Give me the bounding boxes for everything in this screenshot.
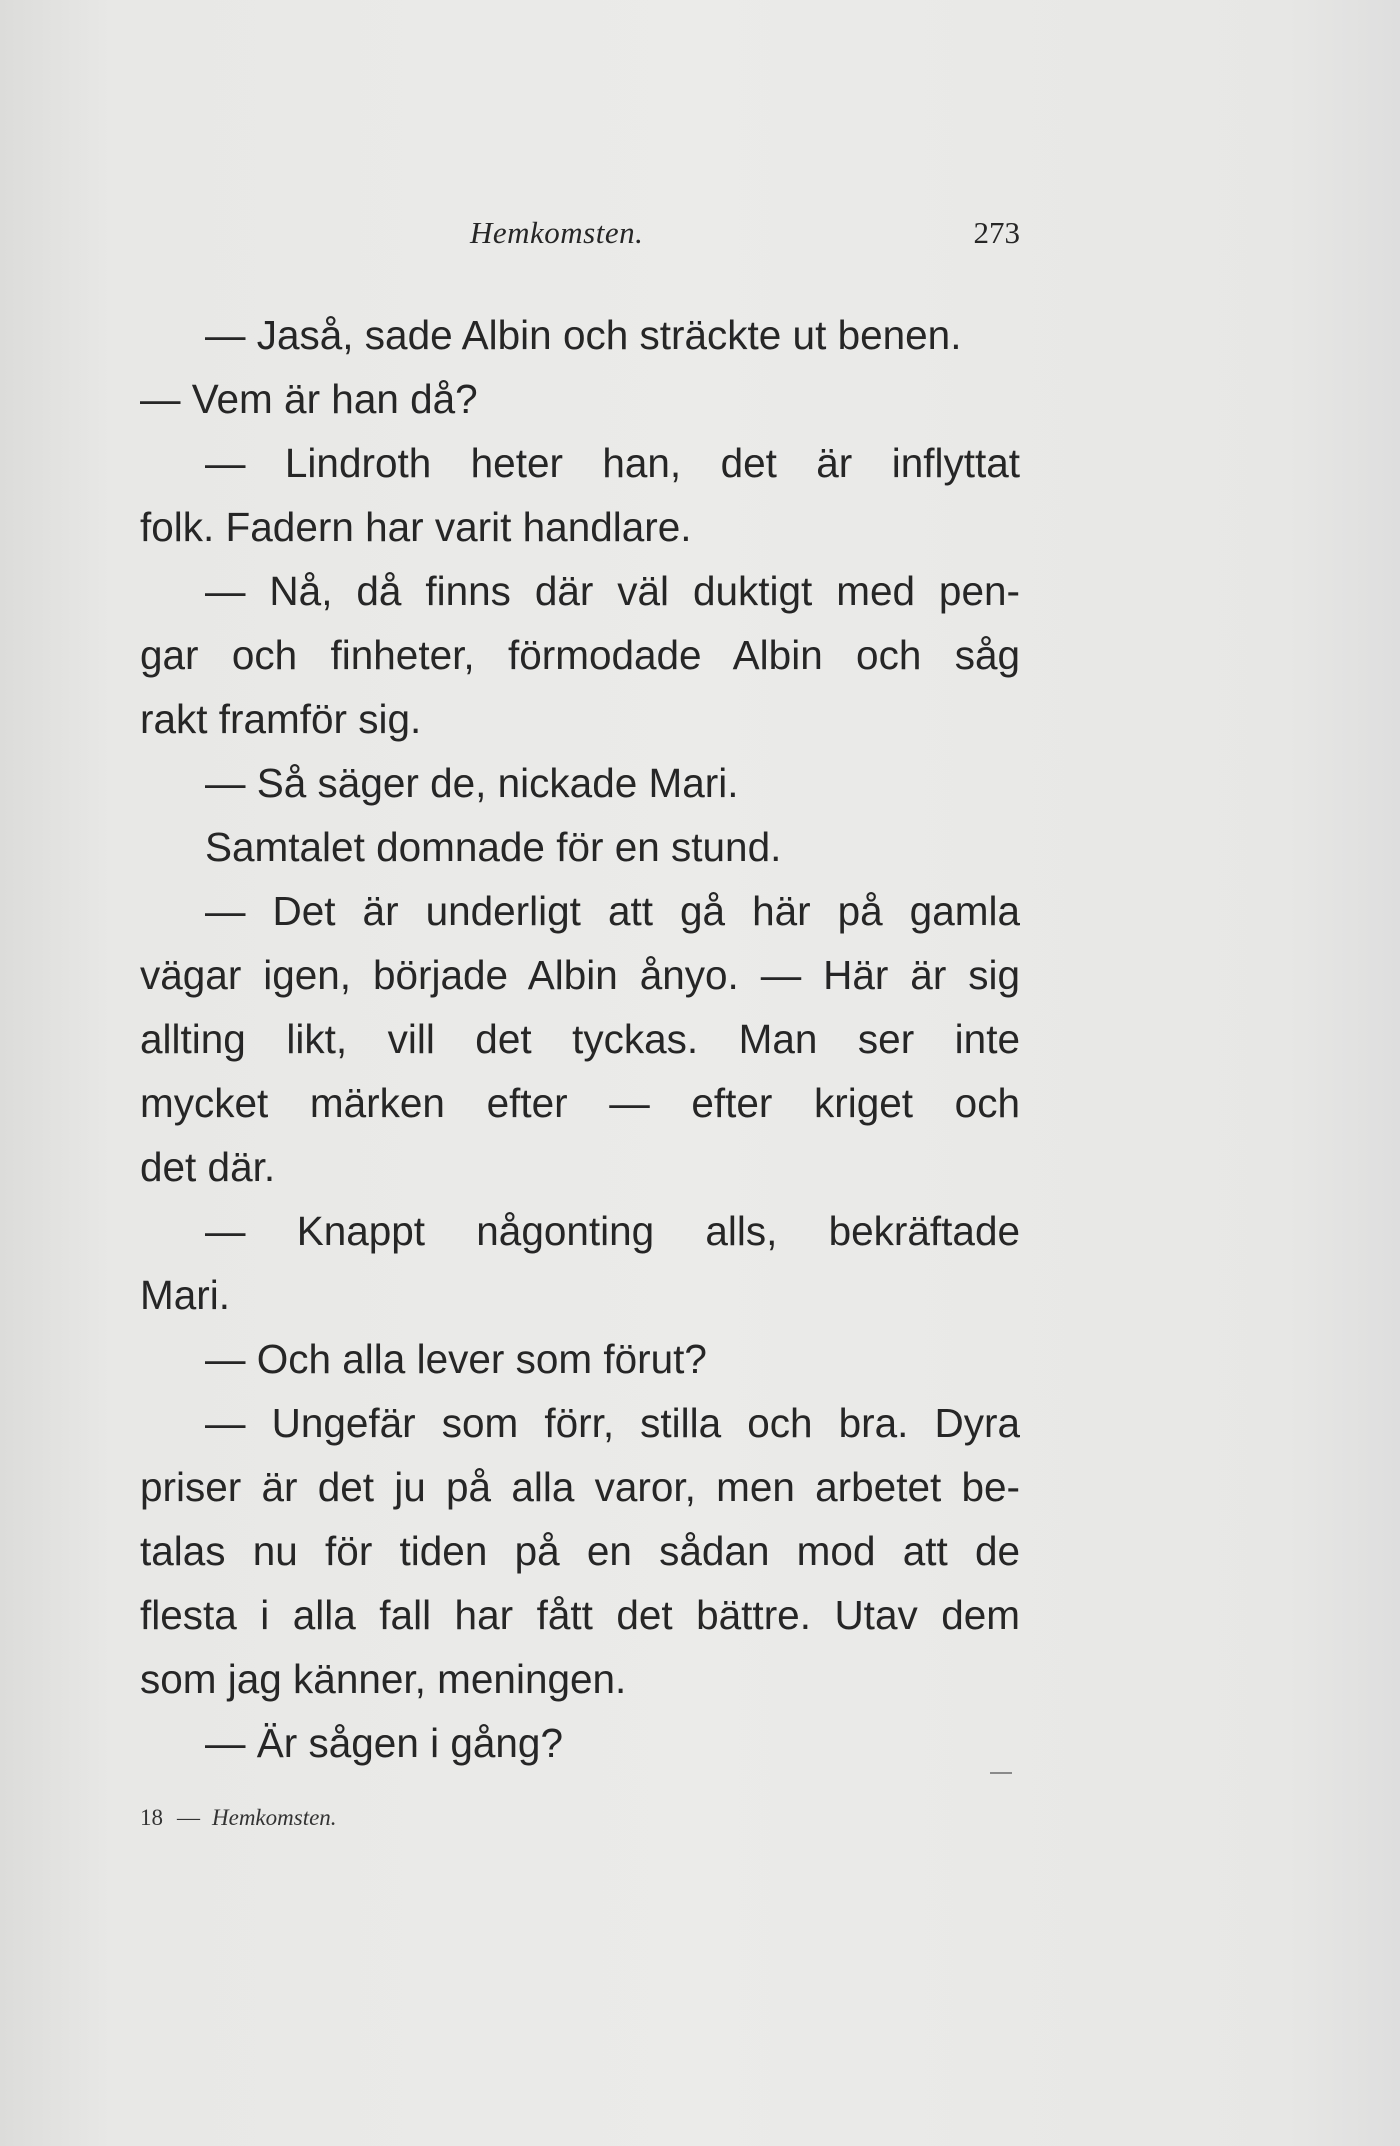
page-number: 273 <box>973 215 1020 250</box>
body-text <box>140 303 1020 1775</box>
text-line: gar och finheter, förmodade Albin och såg <box>140 632 1020 678</box>
signature-mark: 18 <box>140 1805 163 1830</box>
text-line: — Knappt någonting alls, bekräftade <box>205 1208 1020 1254</box>
text-line: priser är det ju på alla varor, men arbetet be- <box>140 1464 1020 1510</box>
text-line: — Det är underligt att gå här på gamla <box>205 888 1020 934</box>
text-line: — Vem är han då? <box>140 376 478 422</box>
text-line: folk. Fadern har varit handlare. <box>140 504 692 550</box>
text-line: som jag känner, meningen. <box>140 1656 627 1702</box>
catchword-rule <box>990 1772 1012 1774</box>
text-line: allting likt, vill det tyckas. Man ser inte <box>140 1016 1020 1062</box>
running-title: Hemkomsten. <box>470 215 644 250</box>
text-line: — Jaså, sade Albin och sträckte ut benen. <box>205 312 962 358</box>
text-line: — Nå, då finns där väl duktigt med pen- <box>205 568 1020 614</box>
signature-title: Hemkomsten. <box>212 1805 337 1830</box>
text-line: Mari. <box>140 1272 230 1318</box>
text-line: vägar igen, började Albin ånyo. — Här är sig <box>140 952 1020 998</box>
text-line: — Och alla lever som förut? <box>205 1336 707 1382</box>
text-line: flesta i alla fall har fått det bättre. Utav dem <box>140 1592 1020 1638</box>
text-line: rakt framför sig. <box>140 696 422 742</box>
text-line: det där. <box>140 1144 276 1190</box>
signature-dash: — <box>177 1805 200 1830</box>
text-line: talas nu för tiden på en sådan mod att de <box>140 1528 1020 1574</box>
text-line: Samtalet domnade för en stund. <box>205 824 782 870</box>
running-head <box>140 215 1020 265</box>
text-line: — Så säger de, nickade Mari. <box>205 760 739 806</box>
text-line: mycket märken efter — efter kriget och <box>140 1080 1020 1126</box>
text-line: — Ungefär som förr, stilla och bra. Dyra <box>205 1400 1020 1446</box>
text-line: — Lindroth heter han, det är inflyttat <box>205 440 1020 486</box>
text-line: — Är sågen i gång? <box>205 1720 563 1766</box>
signature-line <box>140 1805 337 1831</box>
